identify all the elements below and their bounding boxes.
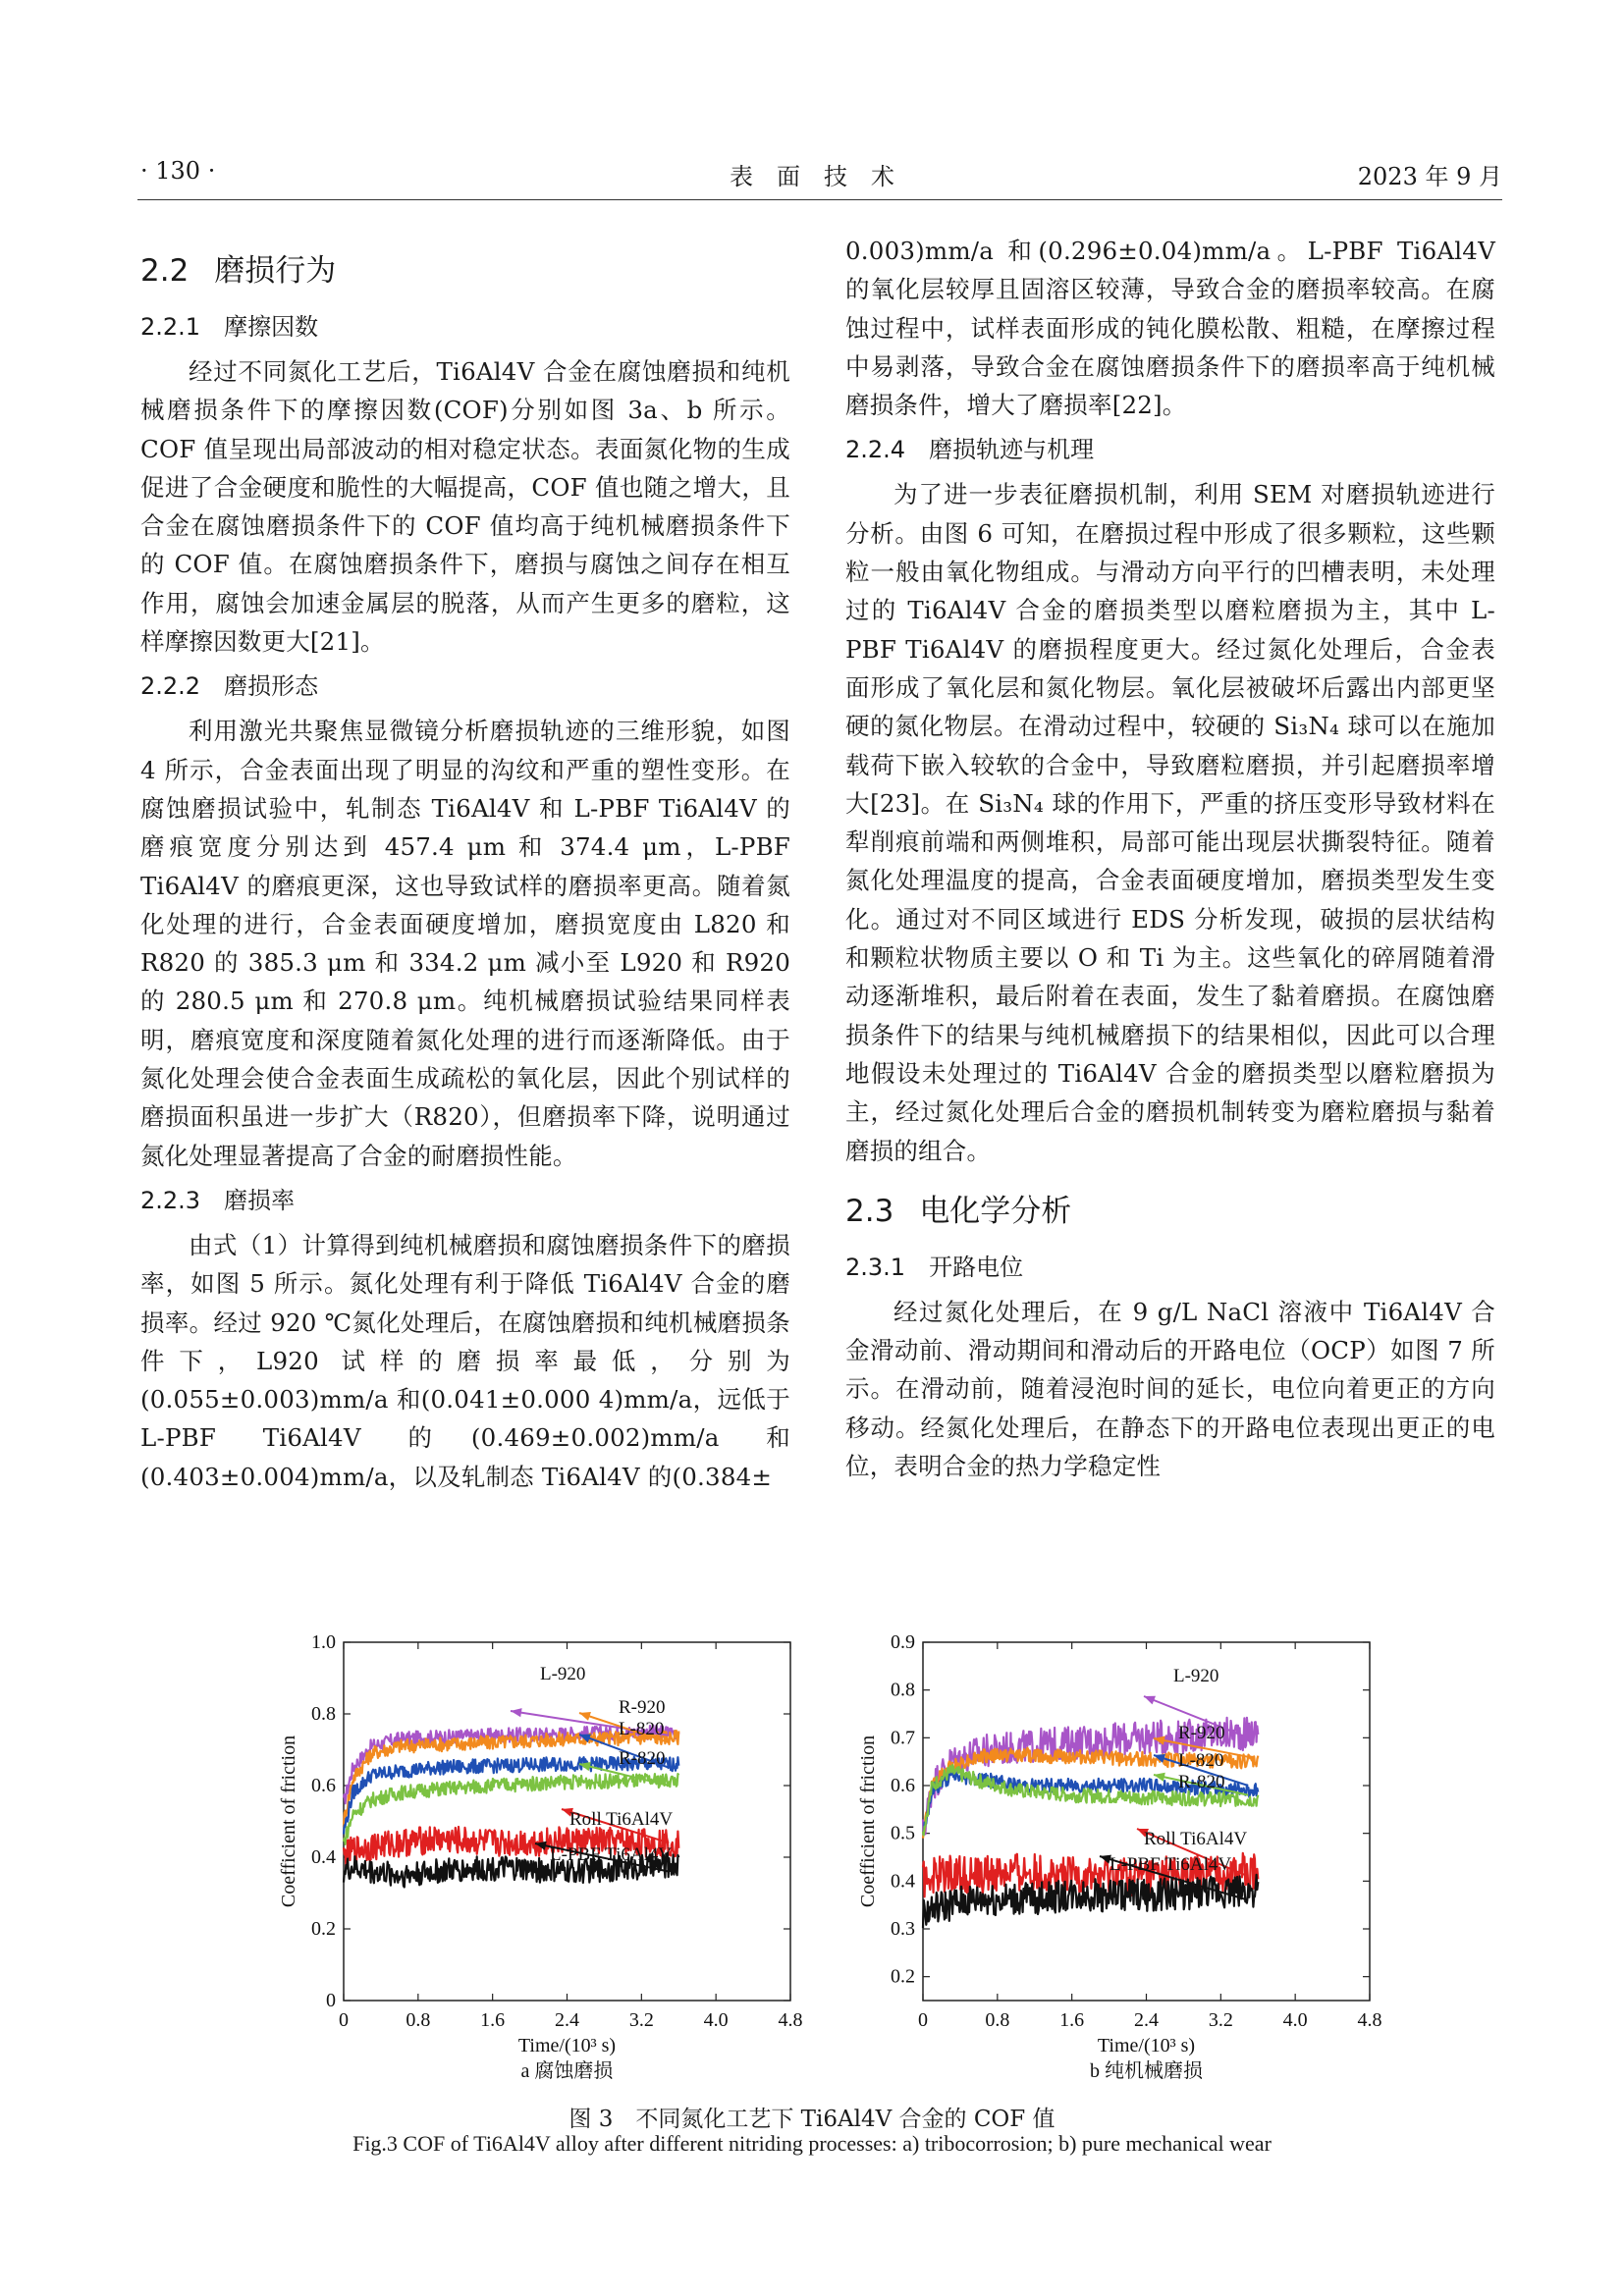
x-tick-label: 0 <box>339 2009 349 2031</box>
series-label: Roll Ti6Al4V <box>1144 1829 1248 1849</box>
series-label: L-820 <box>619 1719 665 1739</box>
subsection-number: 2.2.3 <box>140 1186 201 1214</box>
series-label: L-PBF Ti6Al4V <box>550 1844 673 1865</box>
y-tick-label: 0.5 <box>891 1822 915 1844</box>
x-axis-label: Time/(10³ s) <box>1097 2035 1196 2056</box>
chart-b <box>844 1625 1453 2090</box>
section-title: 电化学分析 <box>919 1193 1072 1229</box>
chart-a-svg <box>265 1625 874 2086</box>
issue-date: 2023 年 9 月 <box>1357 163 1502 190</box>
subsection-heading <box>140 667 790 706</box>
x-tick-label: 4.8 <box>1357 2009 1382 2031</box>
label-arrowhead <box>1144 1696 1156 1705</box>
paragraph: 由式（1）计算得到纯机械磨损和腐蚀磨损条件下的磨损率，如图 5 所示。氮化处理有利于降低 Ti6Al4V 合金的磨损率。经过 920 ℃氮化处理后，在腐蚀磨损和纯机械磨损条件下，L920 试样的磨损率最低，分别为(0.055±0.003)mm/a 和(0.041±0.000 4)mm/a，远低于 L-PBF Ti6Al4V 的(0.469±0.002)mm/a 和(0.403±0.004)mm/a，以及轧制态 Ti6Al4V 的(0.384± <box>140 1230 790 1491</box>
subsection-title: 磨损轨迹与机理 <box>929 436 1095 464</box>
series-label: L-920 <box>1173 1666 1219 1686</box>
subsection-title: 开路电位 <box>929 1253 1024 1281</box>
x-tick-label: 1.6 <box>1059 2009 1085 2031</box>
figure-caption-cn: 图 3 不同氮化工艺下 Ti6Al4V 合金的 COF 值 <box>568 2107 1056 2132</box>
subsection-title: 磨损率 <box>224 1186 296 1214</box>
paragraph: 为了进一步表征磨损机制，利用 SEM 对磨损轨迹进行分析。由图 6 可知，在磨损过程中形成了很多颗粒，这些颗粒一般由氧化物组成。与滑动方向平行的凹槽表明，未处理过的 Ti6Al4V 合金的磨损类型以磨粒磨损为主，其中 L-PBF Ti6Al4V 的磨损程度更大。经过氮化处理后，合金表面形成了氧化层和氮化物层。氧化层被破坏后露出内部更坚硬的氮化物层。在滑动过程中，较硬的 Si₃N₄ 球可以在施加载荷下嵌入较软的合金中，导致磨粒磨损，并引起磨损率增大[23]。在 Si₃N₄ 球的作用下，严重的挤压变形导致材料在犁削痕前端和两侧堆积，局部可能出现层状撕裂特征。随着氮化处理温度的提高，合金表面硬度增加，磨损类型发生变化。通过对不同区域进行 EDS 分析发现，破损的层状结构和颗粒状物质主要以 O 和 Ti 为主。这些氧化的碎屑随着滑动逐渐堆积，最后附着在表面，发生了黏着磨损。在腐蚀磨损条件下的结果与纯机械磨损下的结果相似，因此可以合理地假设未处理过的 Ti6Al4V 合金的磨损类型以磨粒磨损为主，经过氮化处理后合金的磨损机制转变为磨粒磨损与黏着磨损的组合。 <box>845 480 1495 1165</box>
y-tick-label: 0.6 <box>891 1775 915 1796</box>
y-tick-label: 1.0 <box>311 1631 336 1653</box>
section-heading <box>140 245 790 290</box>
subsection-heading <box>140 1181 790 1220</box>
x-tick-label: 2.4 <box>1134 2009 1159 2031</box>
series-label: R-920 <box>1178 1723 1225 1743</box>
series-label: R-920 <box>619 1697 666 1718</box>
subsection-number: 2.2.4 <box>845 436 906 464</box>
series-label: L-820 <box>1178 1750 1224 1771</box>
page-number: · 130 · <box>140 157 216 185</box>
subsection-heading <box>140 307 790 347</box>
subsection-heading <box>845 1248 1495 1287</box>
x-tick-label: 4.8 <box>778 2009 803 2031</box>
paragraph: 经过氮化处理后，在 9 g/L NaCl 溶液中 Ti6Al4V 合金滑动前、滑动期间和滑动后的开路电位（OCP）如图 7 所示。在滑动前，随着浸泡时间的延长，电位向着更正的方向移动。经氮化处理后，在静态下的开路电位表现出更正的电位，表明合金的热力学稳定性 <box>845 1297 1495 1481</box>
section-number: 2.3 <box>845 1193 894 1229</box>
figure-caption-en: Fig.3 COF of Ti6Al4V alloy after different nitriding processes: a) tribocorrosion; b) pure mechanical wear <box>352 2131 1272 2156</box>
section-number: 2.2 <box>140 253 189 289</box>
label-arrowhead <box>579 1712 591 1721</box>
chart-subcaption: a 腐蚀磨损 <box>520 2060 614 2082</box>
y-tick-label: 0.4 <box>311 1846 336 1868</box>
y-tick-label: 0.2 <box>311 1918 336 1940</box>
subsection-title: 摩擦因数 <box>224 313 319 341</box>
paragraph: 0.003)mm/a 和(0.296±0.04)mm/a。L-PBF Ti6Al4V 的氧化层较厚且固溶区较薄，导致合金的磨损率较高。在腐蚀过程中，试样表面形成的钝化膜松散、粗糙，在摩擦过程中易剥落，导致合金在腐蚀磨损条件下的磨损率高于纯机械磨损条件，增大了磨损率[22]。 <box>845 237 1495 420</box>
series-label: R-820 <box>619 1748 666 1769</box>
x-tick-label: 3.2 <box>628 2009 654 2031</box>
series-label: Roll Ti6Al4V <box>569 1809 674 1830</box>
y-tick-label: 0.6 <box>311 1775 336 1796</box>
label-arrowhead <box>511 1708 522 1717</box>
y-tick-label: 0.3 <box>891 1918 915 1940</box>
subsection-number: 2.3.1 <box>845 1253 906 1281</box>
y-tick-label: 0.2 <box>891 1965 915 1988</box>
y-tick-label: 0.8 <box>311 1703 336 1725</box>
x-tick-label: 2.4 <box>555 2009 579 2031</box>
subsection-heading <box>845 430 1495 469</box>
chart-a <box>265 1625 874 2090</box>
y-tick-label: 0.8 <box>891 1679 915 1701</box>
right-column <box>845 232 1495 1485</box>
subsection-number: 2.2.1 <box>140 313 201 341</box>
x-tick-label: 0 <box>918 2009 928 2031</box>
x-axis-label: Time/(10³ s) <box>517 2035 617 2056</box>
plot-frame <box>344 1642 790 2001</box>
y-axis-label: Coefficient of friction <box>278 1735 299 1908</box>
subsection-number: 2.2.2 <box>140 672 201 701</box>
left-column <box>140 236 790 1496</box>
section-heading <box>845 1186 1495 1230</box>
y-tick-label: 0.7 <box>891 1727 915 1749</box>
x-tick-label: 1.6 <box>480 2009 506 2031</box>
header-rule <box>137 199 1502 200</box>
x-tick-label: 4.0 <box>703 2009 729 2031</box>
plot-frame <box>923 1642 1370 2001</box>
chart-subcaption: b 纯机械磨损 <box>1090 2060 1203 2082</box>
paragraph: 经过不同氮化工艺后，Ti6Al4V 合金在腐蚀磨损和纯机械磨损条件下的摩擦因数(COF)分别如图 3a、b 所示。COF 值呈现出局部波动的相对稳定状态。表面氮化物的生成促进了合金硬度和脆性的大幅提高，COF 值也随之增大，且合金在腐蚀磨损条件下的 COF 值均高于纯机械磨损条件下的 COF 值。在腐蚀磨损条件下，磨损与腐蚀之间存在相互作用，腐蚀会加速金属层的脱落，从而产生更多的磨粒，这样摩擦因数更大[21]。 <box>140 357 790 657</box>
y-tick-label: 0 <box>326 1990 336 2011</box>
paragraph: 利用激光共聚焦显微镜分析磨损轨迹的三维形貌，如图 4 所示，合金表面出现了明显的沟纹和严重的塑性变形。在腐蚀磨损试验中，轧制态 Ti6Al4V 和 L-PBF Ti6Al4V 的磨痕宽度分别达到 457.4 μm 和 374.4 μm，L-PBF Ti6Al4V 的磨痕更深，这也导致试样的磨损率更高。随着氮化处理的进行，合金表面硬度增加，磨损宽度由 L820 和 R820 的 385.3 μm 和 334.2 μm 减小至 L920 和 R920 的 280.5 μm 和 270.8 μm。纯机械磨损试验结果同样表明，磨痕宽度和深度随着氮化处理的进行而逐渐降低。由于氮化处理会使合金表面生成疏松的氧化层，因此个别试样的磨损面积虽进一步扩大（R820），但磨损率下降，说明通过氮化处理显著提高了合金的耐磨损性能。 <box>140 717 790 1170</box>
series-label: L-PBF Ti6Al4V <box>1110 1854 1232 1875</box>
subsection-title: 磨损形态 <box>224 672 319 701</box>
y-tick-label: 0.9 <box>891 1631 915 1653</box>
x-tick-label: 4.0 <box>1282 2009 1308 2031</box>
series-label: R-820 <box>1178 1772 1225 1792</box>
y-axis-label: Coefficient of friction <box>857 1735 879 1908</box>
journal-title: 表 面 技 术 <box>730 163 894 190</box>
series-label: L-920 <box>540 1664 586 1684</box>
x-tick-label: 3.2 <box>1208 2009 1233 2031</box>
chart-b-svg <box>844 1625 1453 2086</box>
x-tick-label: 0.8 <box>985 2009 1010 2031</box>
y-tick-label: 0.4 <box>891 1870 915 1893</box>
section-title: 磨损行为 <box>214 253 337 289</box>
x-tick-label: 0.8 <box>406 2009 431 2031</box>
